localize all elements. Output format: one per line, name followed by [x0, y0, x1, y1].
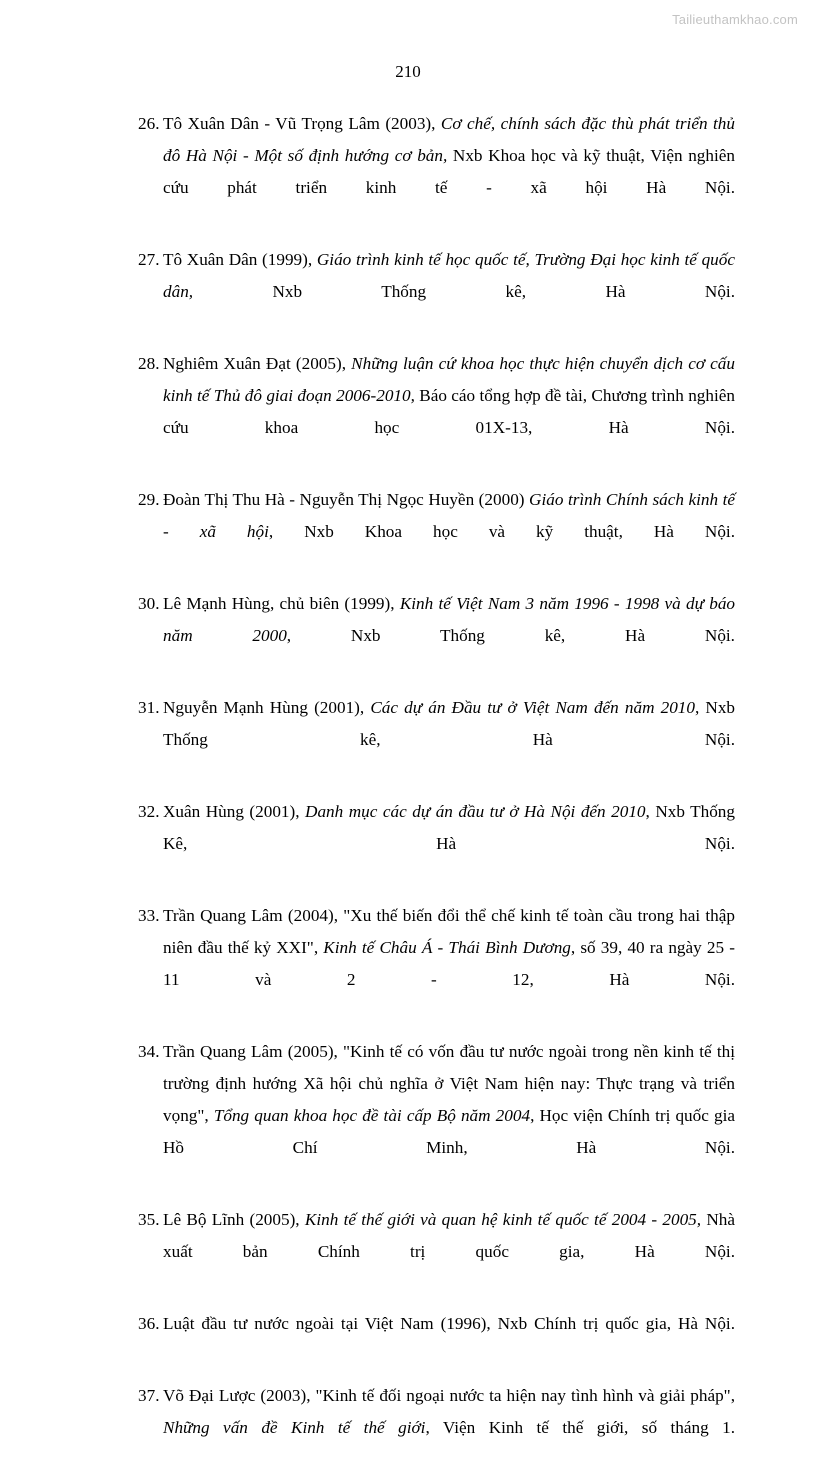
- entry-title-italic: Kinh tế Châu Á - Thái Bình Dương: [323, 938, 571, 957]
- entry-text: [163, 1386, 735, 1469]
- entry-text: [163, 906, 735, 1021]
- entry-text-roman: , Nxb Khoa học và kỹ thuật, Hà Nội.: [268, 522, 735, 541]
- entry-title-italic: Kinh tế Việt Nam 3 năm 1996 - 1998 và dự báo năm 2000: [163, 594, 736, 645]
- entry-number: 36.: [138, 1314, 160, 1333]
- entry-title-italic: Các dự án Đầu tư ở Việt Nam đến năm 2010: [370, 698, 695, 717]
- entry-text-roman: Báo cáo tổng hợp đề tài, Chương trình nghiên cứu khoa học 01X-13, Hà Nội.: [163, 386, 735, 437]
- entry-title-italic: Kinh tế thế giới và quan hệ kinh tế quốc tế 2004 - 2005,: [304, 1210, 702, 1229]
- entry-text-roman: , số 39, 40 ra ngày 25 - 11 và 2 - 12, Hà Nội.: [163, 938, 735, 989]
- entry-text-roman: Trần Quang Lâm (2005), "Kinh tế có vốn đầu tư nước ngoài trong nền kinh tế thị trường định hướng Xã hội chủ nghĩa ở Việt Nam hiện nay: Thực trạng và triển vọng",: [163, 1042, 735, 1125]
- entry-text-roman: , Học viện Chính trị quốc gia Hồ Chí Minh, Hà Nội.: [163, 1106, 735, 1157]
- bibliography-entry: [138, 1204, 735, 1300]
- entry-title-italic: Những vấn đề Kinh tế thế giới: [163, 1418, 426, 1437]
- entry-number: 32.: [138, 802, 160, 821]
- entry-text-roman: Luật đầu tư nước ngoài tại Việt Nam (1996), Nxb Chính trị quốc gia, Hà Nội.: [163, 1314, 735, 1333]
- entry-number: 29.: [138, 490, 160, 509]
- bibliography-entry: [138, 348, 735, 476]
- entry-text-roman: Lê Bộ Lĩnh (2005),: [163, 1210, 305, 1229]
- entry-number: 37.: [138, 1386, 160, 1405]
- entry-text-roman: Nxb Khoa học và kỹ thuật, Viện nghiên cứu phát triển kinh tế - xã hội Hà Nội.: [163, 146, 735, 197]
- entry-text-roman: , Nxb Thống kê, Hà Nội.: [163, 698, 736, 749]
- entry-number: 34.: [138, 1042, 160, 1061]
- entry-text: [163, 698, 735, 781]
- bibliography-entry: [138, 692, 735, 788]
- entry-title-italic: Tổng quan khoa học đề tài cấp Bộ năm 2004: [213, 1106, 531, 1125]
- entry-number: 33.: [138, 906, 160, 925]
- bibliography-entry: [138, 1380, 735, 1476]
- entry-title-italic: Giáo trình Chính sách kinh tế - xã hội: [163, 490, 735, 541]
- entry-text-roman: Tô Xuân Dân (1999),: [163, 250, 317, 269]
- entry-text-roman: Nhà xuất bản Chính trị quốc gia, Hà Nội.: [163, 1210, 735, 1261]
- bibliography-entry: [138, 1308, 735, 1372]
- entry-text: [163, 802, 735, 885]
- bibliography-entry: [138, 1036, 735, 1196]
- entry-title-italic: Giáo trình kinh tế học quốc tế, Trường Đại học kinh tế quốc dân,: [163, 250, 736, 301]
- bibliography-entry: [138, 588, 735, 684]
- site-watermark: Tailieuthamkhao.com: [672, 12, 798, 27]
- entry-text-roman: Lê Mạnh Hùng, chủ biên (1999),: [163, 594, 400, 613]
- entry-text: [163, 490, 735, 573]
- entry-text: [163, 354, 735, 469]
- entry-text-roman: Tô Xuân Dân - Vũ Trọng Lâm (2003),: [163, 114, 441, 133]
- entry-text-roman: Xuân Hùng (2001),: [163, 802, 306, 821]
- entry-text-roman: Nghiêm Xuân Đạt (2005),: [163, 354, 352, 373]
- entry-text: [163, 1042, 735, 1189]
- entry-text-roman: , Nxb Thống kê, Hà Nội.: [286, 626, 735, 645]
- entry-title-italic: Những luận cứ khoa học thực hiện chuyển dịch cơ cấu kinh tế Thủ đô giai đoạn 2006-2010,: [163, 354, 735, 405]
- entry-title-italic: Danh mục các dự án đầu tư ở Hà Nội đến 2010: [305, 802, 646, 821]
- entry-text-roman: Nguyễn Mạnh Hùng (2001),: [163, 698, 371, 717]
- bibliography-entry: [138, 484, 735, 580]
- entry-number: 27.: [138, 250, 160, 269]
- entry-number: 28.: [138, 354, 160, 373]
- page-number: 210: [395, 62, 421, 81]
- entry-text-roman: , Viện Kinh tế thế giới, số tháng 1.: [425, 1418, 735, 1437]
- entry-text: [163, 1314, 735, 1365]
- entry-number: 35.: [138, 1210, 160, 1229]
- entry-text-roman: Đoàn Thị Thu Hà - Nguyễn Thị Ngọc Huyền (2000): [163, 490, 530, 509]
- entry-title-italic: Cơ chế, chính sách đặc thù phát triển thủ đô Hà Nội - Một số định hướng cơ bản,: [163, 114, 735, 165]
- bibliography-list: [138, 108, 735, 1476]
- entry-text-roman: Trần Quang Lâm (2004), "Xu thế biến đổi thể chế kinh tế toàn cầu trong hai thập niên đầu thế kỷ XXI",: [163, 906, 735, 957]
- entry-number: 30.: [138, 594, 160, 613]
- entry-text-roman: , Nxb Thống Kê, Hà Nội.: [163, 802, 735, 853]
- entry-text: [163, 1210, 735, 1293]
- bibliography-entry: [138, 796, 735, 892]
- entry-text: [163, 250, 735, 333]
- entry-text-roman: Võ Đại Lược (2003), "Kinh tế đối ngoại nước ta hiện nay tình hình và giải pháp",: [163, 1386, 735, 1405]
- entry-number: 26.: [138, 114, 160, 133]
- entry-text: [163, 114, 735, 229]
- bibliography-entry: [138, 900, 735, 1028]
- entry-text: [163, 594, 735, 677]
- entry-text-roman: Nxb Thống kê, Hà Nội.: [193, 282, 735, 301]
- bibliography-entry: [138, 244, 735, 340]
- entry-number: 31.: [138, 698, 160, 717]
- bibliography-entry: [138, 108, 735, 236]
